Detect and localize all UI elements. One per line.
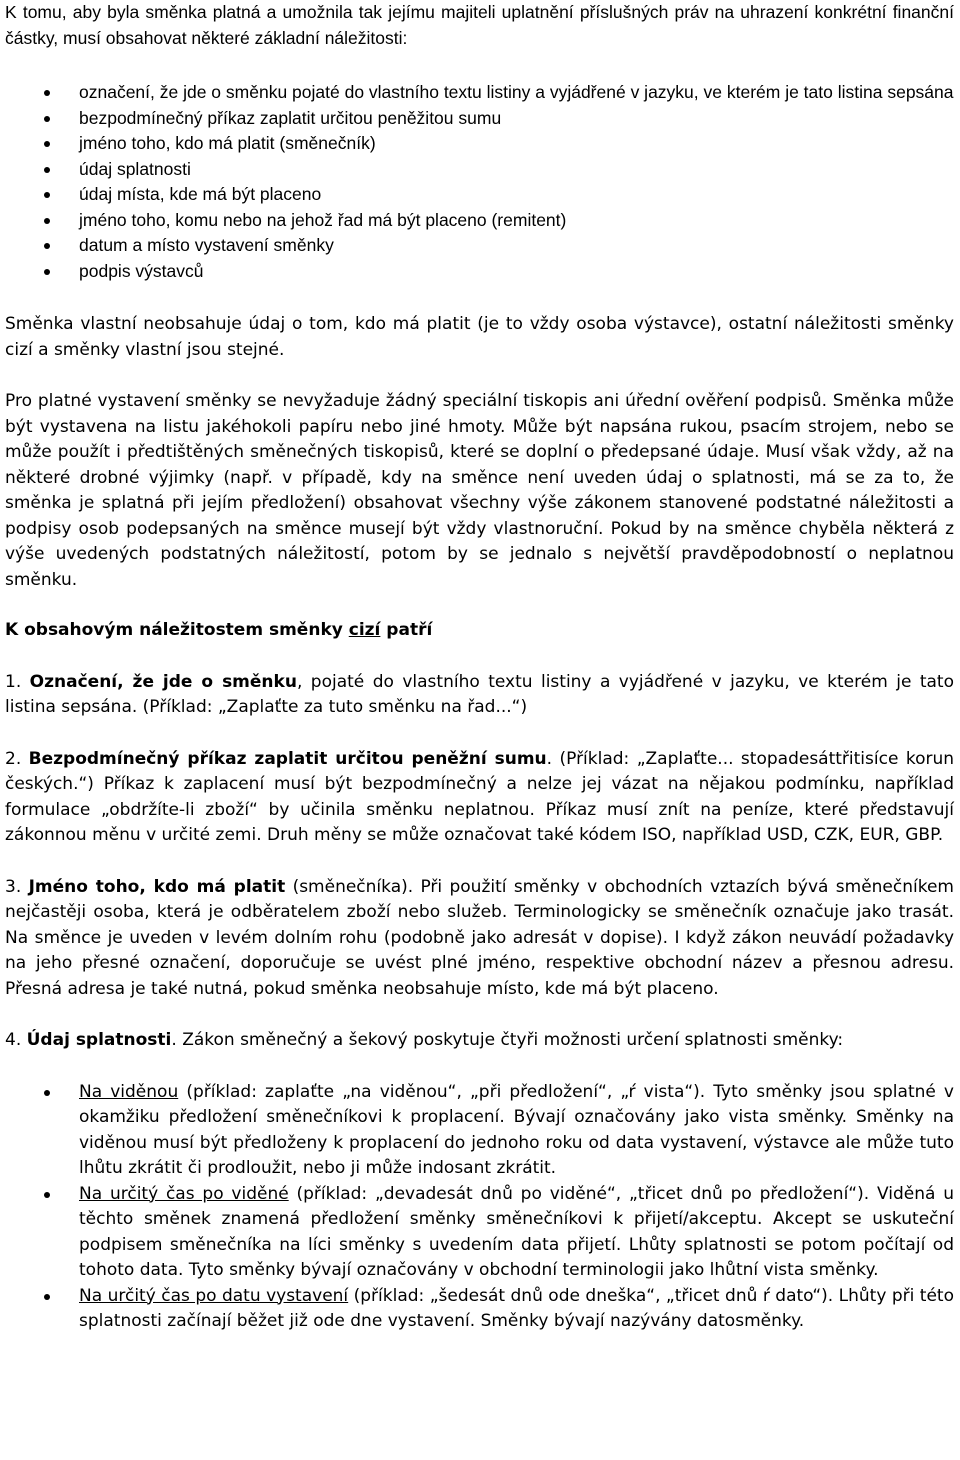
- item-2: [5, 747, 954, 849]
- item-text: , pojaté do vlastního textu listiny a vyjádřené v jazyku, ve kterém je tato listina sepsána. (Příklad: „Zaplaťte za tuto směnku na řad...“): [5, 671, 954, 717]
- list-item: [5, 1080, 954, 1182]
- due-type-text: (příklad: „šedesát dnů ode dneška“, „třicet dnů ŕ dato“). Lhůty při této splatnosti začínají běžet již ode dne vystavení. Směnky bývají nazývány datosměnky.: [79, 1285, 954, 1331]
- item-title: Označení, že jde o směnku: [29, 671, 297, 692]
- list-item: podpis výstavců: [5, 259, 954, 285]
- item-text: . (Příklad: „Zaplaťte... stopadesáttřitisíce korun českých.“) Příkaz k zaplacení musí být bezpodmínečný a nelze jej vázat na nějakou podmínku, například formulace „obdržíte-li zboží“ by učinila směnku neplatnou. Příkaz musí znít na peníze, které představují zákonnou měnu v určité zemi. Druh měny se může označovat také kódem ISO, například USD, CZK, EUR, GBP.: [5, 748, 955, 845]
- item-text: (směnečníka). Při použití směnky v obchodních vztazích bývá směnečníkem nejčastěji osoba, která je odběratelem zboží nebo služeb. Terminologicky se směnečník označuje jako trasát. Na směnce je uveden v levém dolním rohu (podobně jako adresát v dopise). I když zákon neuvádí požadavky na jeho přesné označení, doporučuje se uvést plné jméno, respektive obchodní název a přesnou adresu. Přesná adresa je také nutná, pokud směnka neobsahuje místo, kde má být placeno.: [5, 876, 954, 999]
- list-item: označení, že jde o směnku pojaté do vlastního textu listiny a vyjádřené v jazyku, ve kterém je tato listina sepsána: [5, 80, 954, 106]
- item-4: [5, 1028, 954, 1054]
- due-type-term: Na viděnou: [79, 1081, 179, 1102]
- item-title: Jméno toho, kdo má platit: [28, 876, 286, 897]
- list-item: jméno toho, kdo má platit (směnečník): [5, 131, 954, 157]
- intro-paragraph: K tomu, aby byla směnka platná a umožnila tak jejímu majiteli uplatnění příslušných práv na uhrazení konkrétní finanční částky, musí obsahovat některé základní náležitosti:: [5, 2, 954, 48]
- list-item: bezpodmínečný příkaz zaplatit určitou peněžitou sumu: [5, 106, 954, 132]
- due-type-text: (příklad: „devadesát dnů po viděné“, „třicet dnů po předložení“). Viděná u těchto směnek znamená předložení směnky směnečníkovi k přijetí/akceptu. Akcept se uskuteční podpisem směnečníka na líci směnky s uvedením data přijetí. Lhůty splatnosti se potom počítají od tohoto data. Tyto směnky bývají označovány v obchodní terminologii jako lhůtní vista směnky.: [79, 1183, 954, 1280]
- item-number: 4.: [5, 1030, 27, 1050]
- item-number: 3.: [5, 876, 29, 897]
- requirements-list: [5, 80, 954, 284]
- item-title: Údaj splatnosti: [26, 1030, 172, 1050]
- heading-underlined: cizí: [348, 620, 381, 640]
- list-item: [5, 1284, 954, 1335]
- heading-text-end: patří: [380, 620, 433, 640]
- list-item: údaj splatnosti: [5, 157, 954, 183]
- due-type-text: (příklad: zaplaťte „na viděnou“, „při předložení“, „ŕ vista“). Tyto směnky jsou splatné v okamžiku předložení směnečníkovi k proplacení. Bývají označovány jako vista směnky. Směnky na viděnou musí být předloženy k proplacení do jednoho roku od data vystavení, výstavce ale může tuto lhůtu zkrátit či prodloužit, nebo ji může indosant zkrátit.: [79, 1081, 954, 1178]
- item-number: 1.: [5, 671, 30, 692]
- item-title: Bezpodmínečný příkaz zaplatit určitou peněžní sumu: [28, 748, 547, 769]
- form-paragraph: Pro platné vystavení směnky se nevyžaduje žádný speciální tiskopis ani úřední ověření podpisů. Směnka může být vystavena na listu jakéhokoli papíru nebo jiné hmoty. Může být napsána rukou, psacím strojem, nebo se může použít i předtištěných směnečných tiskopisů, které se doplní o předepsané údaje. Musí však vždy, až na některé drobné výjimky (např. v případě, kdy na směnce není uveden údaj o splatnosti, má se za to, že směnka je splatná při jejím předložení) obsahovat všechny výše zákonem stanovené podstatné náležitosti a podpisy osob podepsaných na směnce musejí být vždy vlastnoruční. Pokud by na směnce chyběla některá z výše uvedených podstatných náležitostí, potom by se jednalo s největší pravděpodobností o neplatnou směnku.: [5, 391, 954, 590]
- list-item: datum a místo vystavení směnky: [5, 233, 954, 259]
- list-item: údaj místa, kde má být placeno: [5, 182, 954, 208]
- list-item: jméno toho, komu nebo na jehož řad má být placeno (remitent): [5, 208, 954, 234]
- section-heading: [5, 618, 954, 644]
- item-1: [5, 670, 954, 721]
- due-types-list: [5, 1080, 954, 1335]
- item-number: 2.: [5, 748, 29, 769]
- due-type-term: Na určitý čas po viděné: [79, 1183, 289, 1204]
- item-text: . Zákon směnečný a šekový poskytuje čtyři možnosti určení splatnosti směnky:: [171, 1030, 844, 1050]
- heading-text: K obsahovým náležitostem směnky: [5, 620, 349, 640]
- list-item: [5, 1182, 954, 1284]
- own-bill-paragraph: Směnka vlastní neobsahuje údaj o tom, kdo má platit (je to vždy osoba výstavce), ostatní náležitosti směnky cizí a směnky vlastní jsou stejné.: [5, 314, 954, 360]
- item-3: [5, 875, 954, 1003]
- due-type-term: Na určitý čas po datu vystavení: [79, 1285, 349, 1306]
